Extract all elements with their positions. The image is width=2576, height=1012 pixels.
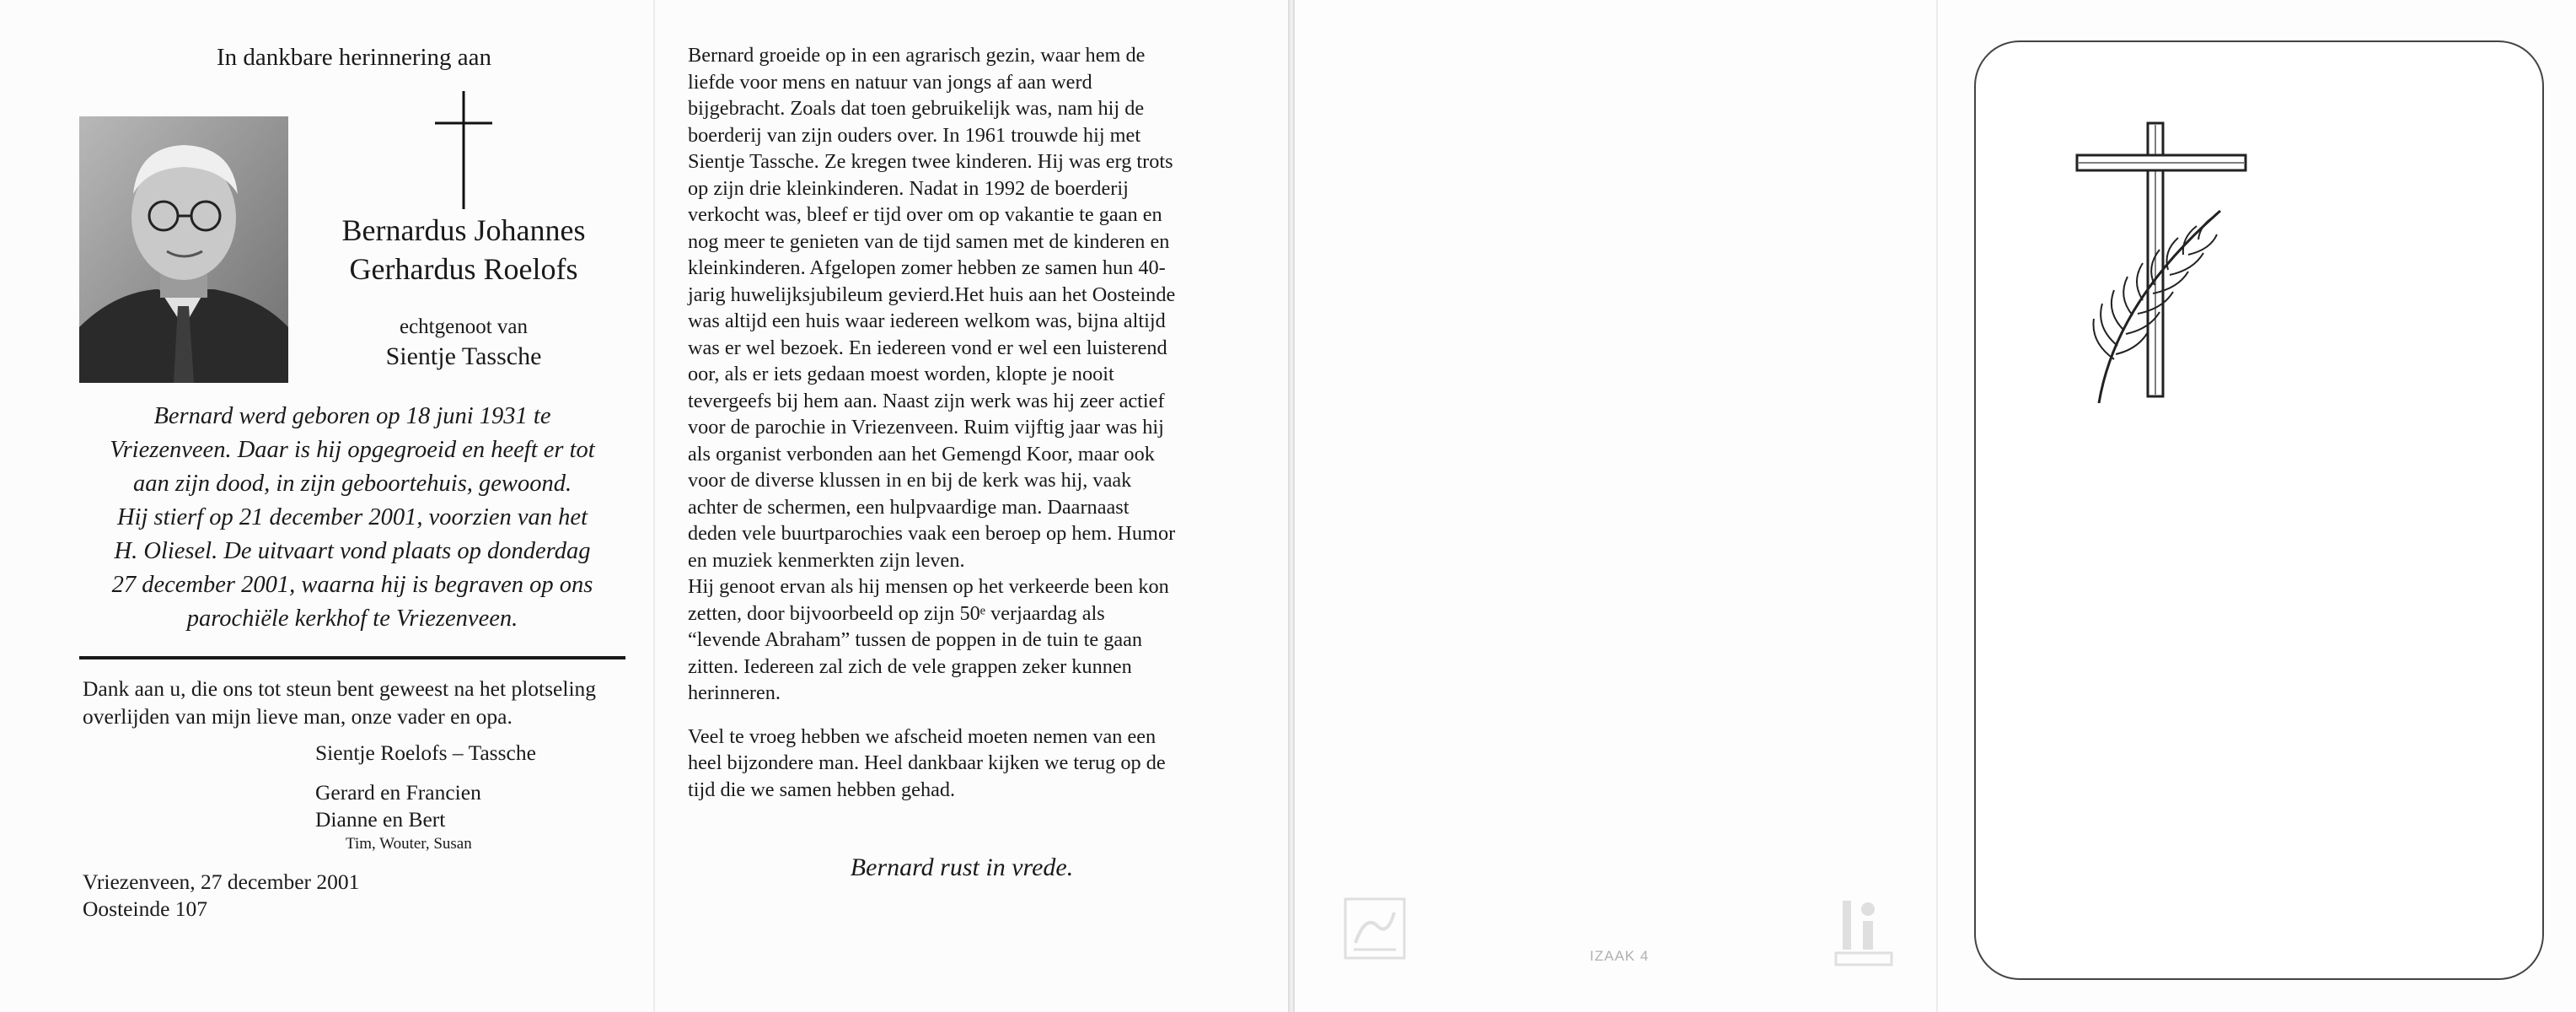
fold-line (1936, 0, 1938, 1012)
closing-line: tijd die we samen hebben gehad. (688, 778, 956, 801)
story-line: oor, als er iets gedaan moest worden, klopte je nooit (688, 363, 1114, 385)
printer-mark-icon (1834, 896, 1893, 966)
biography (79, 400, 625, 636)
story-line: nog meer te genieten van de tijd samen met de kinderen en (688, 229, 1170, 253)
story-line: herinneren. (688, 681, 781, 704)
rest-in-peace: Bernard rust in vrede. (850, 853, 1074, 881)
deceased-name (303, 211, 624, 288)
story-line: voor de diverse klussen in en bij de kerk was hij, vaak (688, 469, 1132, 492)
widow-name: Sientje Roelofs – Tassche (315, 740, 536, 765)
fold-line (653, 0, 655, 1012)
name-line-2: Gerhardus Roelofs (349, 252, 578, 286)
story-line: als organist verbonden aan het Gemengd Koor, maar ook (688, 442, 1155, 466)
bio-line: Bernard werd geboren op 18 juni 1931 te (153, 403, 551, 429)
spouse-label: echtgenoot van (399, 315, 529, 338)
cross-icon (430, 91, 497, 209)
story-line: en muziek kenmerkten zijn leven. (688, 548, 965, 572)
story-line: achter de schermen, een hulpvaardige man. Daarnaast (688, 495, 1130, 519)
story-line: was er wel bezoek. En iedereen vond er wel een luisterend (688, 336, 1167, 359)
story-line: was altijd een huis waar iedereen welkom was, bijna altijd (688, 310, 1166, 332)
child-couple: Dianne en Bert (315, 807, 446, 832)
closing-line: Veel te vroeg hebben we afscheid moeten nemen van een (688, 724, 1157, 748)
story-line: bijgebracht. Zoals dat toen gebruikelijk was, nam hij de (688, 97, 1145, 120)
story-line: verkocht was, bleef er tijd over om op vakantie te gaan en (688, 203, 1162, 226)
portrait-photo (79, 116, 288, 383)
story-line: “levende Abraham” tussen de poppen in de tuin te gaan (688, 628, 1143, 651)
story-line: Bernard groeide op in een agrarisch gezin, waar hem de (688, 44, 1146, 67)
place-and-address (83, 869, 359, 923)
address: Oosteinde 107 (83, 896, 208, 921)
bio-line: parochiële kerkhof te Vriezenveen. (186, 606, 518, 632)
story-line: jarig huwelijksjubileum gevierd.Het huis aan het Oosteinde (688, 283, 1176, 306)
name-line-1: Bernardus Johannes (341, 213, 586, 247)
intro-heading: In dankbare herinnering aan (216, 44, 492, 71)
closing-line: heel bijzondere man. Heel dankbaar kijken we terug op de (688, 751, 1166, 774)
imprint-code: IZAAK 4 (1590, 948, 1650, 964)
thanks-line: Dank aan u, die ons tot steun bent geweest na het plotseling (83, 676, 597, 701)
thanks-text (83, 675, 631, 730)
story-line: boerderij van zijn ouders over. In 1961 trouwde hij met (688, 123, 1141, 147)
place-date: Vriezenveen, 27 december 2001 (83, 869, 360, 894)
story-line: voor de parochie in Vriezenveen. Ruim vijftig jaar was hij (688, 416, 1164, 439)
thanks-line: overlijden van mijn lieve man, onze vader en opa. (83, 704, 513, 729)
bio-line: aan zijn dood, in zijn geboortehuis, gewoond. (132, 471, 572, 497)
children-names (315, 779, 481, 833)
story-line: zetten, door bijvoorbeeld op zijn 50ᵉ verjaardag als (688, 601, 1105, 625)
cross-with-wheat-icon (2065, 116, 2267, 420)
story-line: Hij genoot ervan als hij mensen op het verkeerde been kon (688, 575, 1169, 598)
story-line: kleinkinderen. Afgelopen zomer hebben ze samen hun 40- (688, 256, 1166, 279)
bio-line: H. Oliesel. De uitvaart vond plaats op donderdag (114, 538, 591, 564)
bio-line: Hij stierf op 21 december 2001, voorzien van het (116, 504, 588, 530)
story-line: tevergeefs bij hem aan. Naast zijn werk was hij zeer actief (688, 389, 1165, 412)
story-line: zitten. Iedereen zal zich de vele grappen zeker kunnen (688, 654, 1132, 678)
life-story (688, 42, 1236, 803)
scan-gutter (1288, 0, 1295, 1012)
story-line: deden vele buurtparochies vaak een beroep op hem. Humor (688, 522, 1176, 545)
story-line: Sientje Tassche. Ze kregen twee kinderen. Hij was erg trots (688, 150, 1173, 173)
bio-line: Vriezenveen. Daar is hij opgegroeid en heeft er tot (110, 437, 595, 463)
story-line: op zijn drie kleinkinderen. Nadat in 1992 de boerderij (688, 176, 1129, 200)
spouse-name: Sientje Tassche (385, 342, 542, 370)
grandchildren-names: Tim, Wouter, Susan (346, 835, 472, 853)
story-line: liefde voor mens en natuur van jongs af aan werd (688, 70, 1092, 94)
printer-logo-icon (1344, 897, 1406, 960)
divider (79, 656, 625, 659)
bio-line: 27 december 2001, waarna hij is begraven op ons (111, 572, 593, 598)
child-couple: Gerard en Francien (315, 780, 481, 805)
